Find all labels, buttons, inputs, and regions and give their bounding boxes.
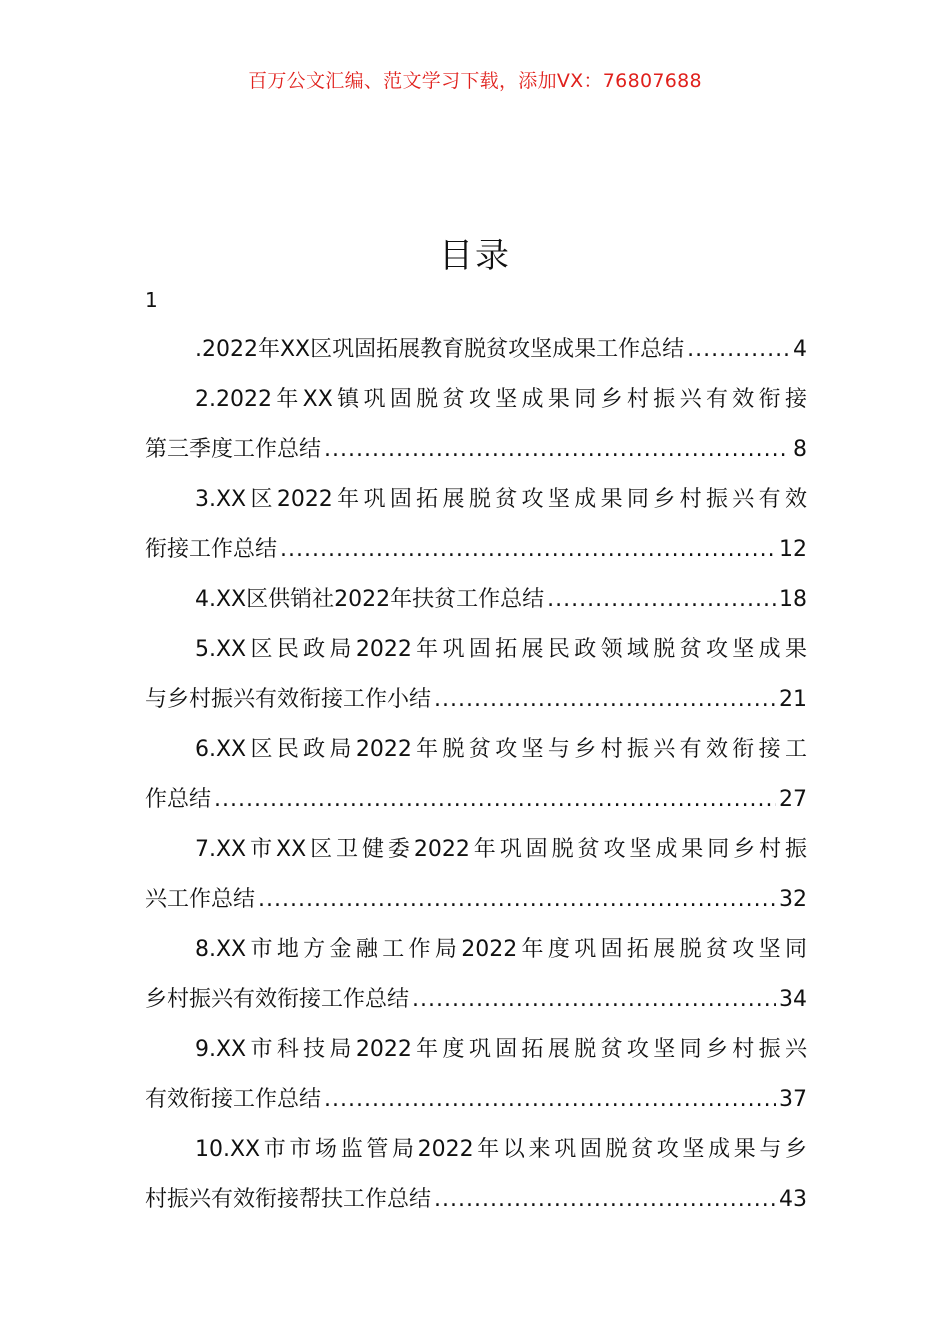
toc-entry-line: [145, 1075, 807, 1125]
toc-entry-3[interactable]: [145, 475, 807, 575]
toc-entry-text: 2.2022年XX镇巩固脱贫攻坚成果同乡村振兴有效衔接: [195, 387, 807, 412]
toc-entry-line: [145, 525, 807, 575]
toc-entry-text: 5.XX区民政局2022年巩固拓展民政领域脱贫攻坚成果: [195, 637, 807, 662]
toc-page-number: 8: [793, 437, 807, 462]
toc-entry-line: [145, 875, 807, 925]
toc-entry-text-cont: 村振兴有效衔接帮扶工作总结: [145, 1187, 432, 1212]
toc-entry-line: [145, 575, 807, 625]
toc-page-number: 18: [779, 587, 807, 612]
toc-start-number: 1: [145, 288, 158, 312]
toc-entry-4[interactable]: [145, 575, 807, 625]
toc-entry-text-cont: 与乡村振兴有效衔接工作小结: [145, 687, 432, 712]
toc-entry-9[interactable]: [145, 1025, 807, 1125]
page-title: 目录: [439, 236, 511, 276]
toc-leader-dots: [324, 425, 790, 475]
toc-entry-text-cont: 乡村振兴有效衔接工作总结: [145, 987, 410, 1012]
toc-leader-dots: [214, 775, 776, 825]
toc-entry-line: [145, 425, 807, 475]
toc-leader-dots: [412, 975, 776, 1025]
toc-entry-text: 3.XX区2022年巩固拓展脱贫攻坚成果同乡村振兴有效: [195, 487, 807, 512]
table-of-contents: [145, 325, 807, 1225]
toc-page-number: 32: [779, 887, 807, 912]
toc-entry-text-cont: 作总结: [145, 787, 212, 812]
toc-entry-line: [145, 325, 807, 375]
watermark-header: 百万公文汇编、范文学习下载，添加VX：76807688: [248, 70, 702, 92]
toc-entry-text-cont: 衔接工作总结: [145, 537, 278, 562]
toc-entry-text-cont: 有效衔接工作总结: [145, 1087, 322, 1112]
toc-leader-dots: [687, 325, 790, 375]
toc-page-number: 4: [793, 337, 807, 362]
toc-leader-dots: [547, 575, 776, 625]
toc-entry-8[interactable]: [145, 925, 807, 1025]
toc-entry-5[interactable]: [145, 625, 807, 725]
toc-entry-text: 7.XX市XX区卫健委2022年巩固脱贫攻坚成果同乡村振: [195, 837, 807, 862]
toc-entry-7[interactable]: [145, 825, 807, 925]
toc-page-number: 27: [779, 787, 807, 812]
toc-leader-dots: [434, 1175, 776, 1225]
toc-entry-text-cont: 兴工作总结: [145, 887, 256, 912]
toc-entry-text: 6.XX区民政局2022年脱贫攻坚与乡村振兴有效衔接工: [195, 737, 807, 762]
toc-entry-line: [145, 1175, 807, 1225]
toc-entry-line: [145, 975, 807, 1025]
toc-entry-line: [145, 675, 807, 725]
toc-entry-text-cont: 第三季度工作总结: [145, 437, 322, 462]
toc-entry-text: 4.XX区供销社2022年扶贫工作总结: [195, 587, 545, 612]
toc-entry-text: 8.XX市地方金融工作局2022年度巩固拓展脱贫攻坚同: [195, 937, 807, 962]
toc-page-number: 43: [779, 1187, 807, 1212]
toc-entry-6[interactable]: [145, 725, 807, 825]
toc-entry-text: 9.XX市科技局2022年度巩固拓展脱贫攻坚同乡村振兴: [195, 1037, 807, 1062]
toc-page-number: 12: [779, 537, 807, 562]
toc-page-number: 37: [779, 1087, 807, 1112]
toc-entry-line: [145, 775, 807, 825]
toc-page-number: 34: [779, 987, 807, 1012]
toc-leader-dots: [280, 525, 776, 575]
toc-entry-text: .2022年XX区巩固拓展教育脱贫攻坚成果工作总结: [195, 337, 685, 362]
toc-entry-2[interactable]: [145, 375, 807, 475]
toc-entry-text: 10.XX市市场监管局2022年以来巩固脱贫攻坚成果与乡: [195, 1137, 807, 1162]
toc-page-number: 21: [779, 687, 807, 712]
toc-entry-10[interactable]: [145, 1125, 807, 1225]
toc-entry-1[interactable]: [145, 325, 807, 375]
toc-leader-dots: [258, 875, 776, 925]
toc-leader-dots: [324, 1075, 776, 1125]
toc-leader-dots: [434, 675, 776, 725]
